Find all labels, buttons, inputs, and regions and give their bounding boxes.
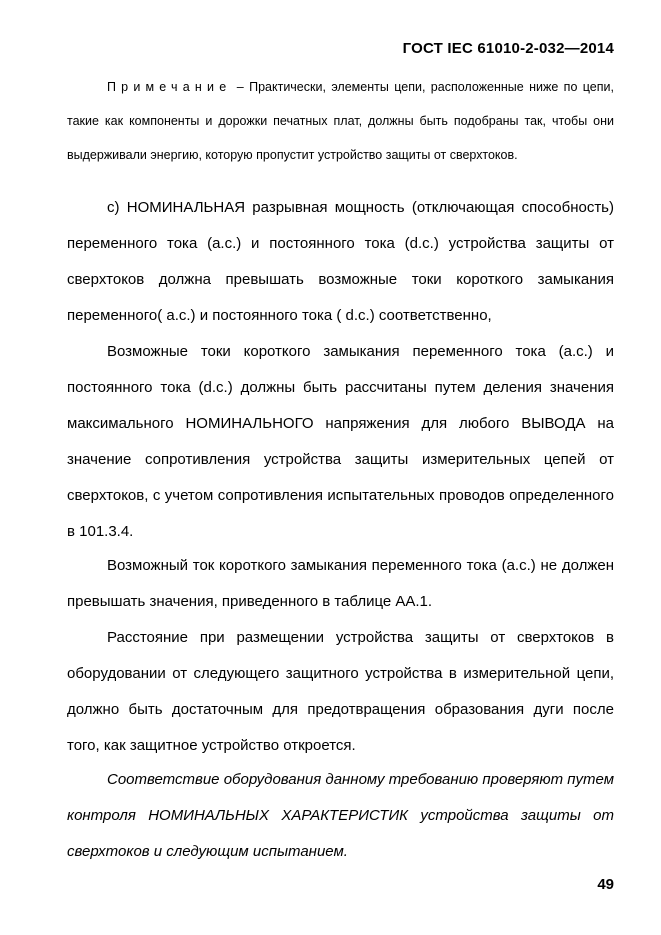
- note-label: Примечание: [107, 80, 232, 94]
- document-standard-header: ГОСТ IEC 61010-2-032—2014: [402, 40, 614, 57]
- note-text: Практически, элементы цепи, расположенные ниже по цепи, такие как компоненты и дорожки печатных плат, должны быть подобраны так, чтобы они выдерживали энергию, которую пропустит устройство защиты от сверхтоков.: [67, 80, 614, 162]
- compliance-check-paragraph: Соответствие оборудования данному требованию проверяют путем контроля НОМИНАЛЬНЫХ ХАРАКТЕРИСТИК устройства защиты от сверхтоков и следующим испытанием.: [67, 771, 614, 860]
- note-paragraph: [67, 70, 614, 172]
- ac-current-limit-paragraph: Возможный ток короткого замыкания переменного тока (a.c.) не должен превышать значения, приведенного в таблице АА.1.: [67, 557, 614, 610]
- device-distance-paragraph: Расстояние при размещении устройства защиты от сверхтоков в оборудовании от следующего защитного устройства в измерительной цепи, должно быть достаточным для предотвращения образования дуги после того, как защитное устройство откроется.: [67, 629, 614, 754]
- note-dash: –: [236, 80, 244, 94]
- item-c-paragraph: c) НОМИНАЛЬНАЯ разрывная мощность (отключающая способность) переменного тока (a.c.) и постоянного тока (d.c.) устройства защиты от сверхтоков должна превышать возможные токи короткого замыкания переменного( a.c.) и постоянного тока ( d.c.) соответственно,: [67, 199, 614, 324]
- short-circuit-calculation-paragraph: Возможные токи короткого замыкания переменного тока (a.c.) и постоянного тока (d.c.) должны быть рассчитаны путем деления значения максимального НОМИНАЛЬНОГО напряжения для любого ВЫВОДА на значение сопротивления устройства защиты измерительных цепей от сверхтоков, с учетом сопротивления испытательных проводов определенного в 101.3.4.: [67, 343, 614, 540]
- page-number: 49: [597, 876, 614, 893]
